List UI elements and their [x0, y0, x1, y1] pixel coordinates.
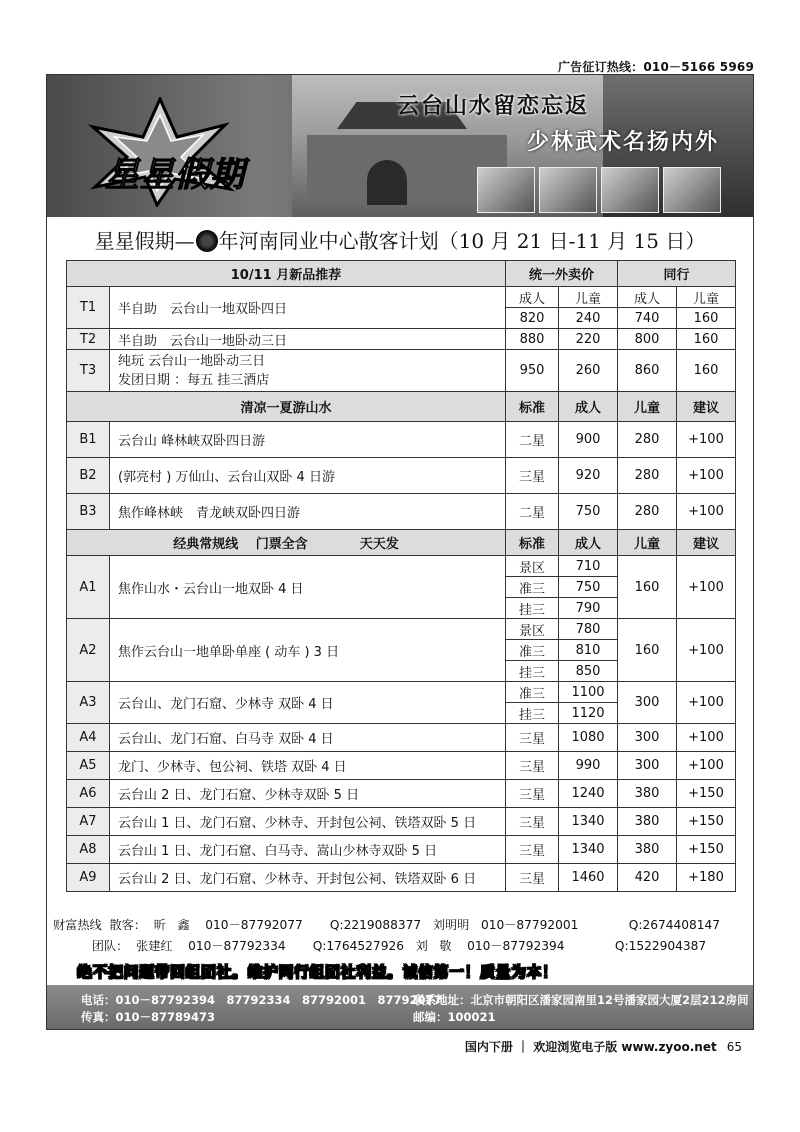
tour-code: A8: [67, 836, 110, 864]
page-frame: [46, 74, 754, 1030]
ad-hotline: 广告征订热线：010－5166 5969: [557, 60, 754, 74]
dragon-emblem-icon: [196, 230, 218, 252]
standard-cell: 二星: [506, 494, 559, 530]
table-row: [67, 752, 736, 780]
column-header: 标准: [506, 392, 559, 422]
price-cell: 920: [559, 458, 618, 494]
standard-cell: 三星: [506, 836, 559, 864]
tour-description: 焦作云台山一地单卧单座 ( 动车 ) 3 日: [110, 619, 506, 682]
photo-thumbnails: [477, 167, 721, 213]
price-cell: 900: [559, 422, 618, 458]
column-header: 儿童: [618, 392, 677, 422]
section-title: 清凉一夏游山水: [67, 392, 506, 422]
price-cell: 300: [618, 752, 677, 780]
standard-cell: 挂三: [506, 661, 559, 682]
standard-cell: 准三: [506, 682, 559, 703]
table-row: [67, 864, 736, 892]
section-header: [67, 261, 736, 287]
price-cell: 1340: [559, 836, 618, 864]
title-suffix: 年河南同业中心散客计划（10 月 21 日-11 月 15 日）: [218, 229, 706, 253]
price-cell: 160: [618, 556, 677, 619]
price-cell: 710: [559, 556, 618, 577]
price-cell: 380: [618, 780, 677, 808]
column-header: 统一外卖价: [506, 261, 618, 287]
tour-code: A7: [67, 808, 110, 836]
price-cell: 880: [506, 329, 559, 350]
footer-address: [413, 992, 749, 1026]
standard-cell: 挂三: [506, 703, 559, 724]
price-cell: 160: [677, 350, 736, 392]
column-header: 成人: [559, 530, 618, 556]
section-header: [67, 392, 736, 422]
price-cell: 850: [559, 661, 618, 682]
column-header: 儿童: [677, 287, 736, 308]
title-prefix: 星星假期—: [94, 229, 195, 253]
footer-fax: 传真：010－87789473: [81, 1010, 216, 1024]
page-title: [47, 225, 753, 254]
price-cell: +180: [677, 864, 736, 892]
table-row: [67, 422, 736, 458]
tour-code: B1: [67, 422, 110, 458]
banner-slogan-1: 云台山水留恋忘返: [397, 93, 590, 119]
price-cell: 160: [618, 619, 677, 682]
price-cell: 1340: [559, 808, 618, 836]
price-cell: +100: [677, 619, 736, 682]
price-cell: 240: [559, 308, 618, 329]
page-footer-text: 国内下册 ｜ 欢迎浏览电子版 www.zyoo.net: [464, 1040, 717, 1054]
standard-cell: 景区: [506, 556, 559, 577]
price-cell: 950: [506, 350, 559, 392]
thumbnail-photo: [477, 167, 535, 213]
price-cell: 1100: [559, 682, 618, 703]
price-cell: +150: [677, 780, 736, 808]
price-cell: 750: [559, 577, 618, 598]
standard-cell: 景区: [506, 619, 559, 640]
tour-price-table: [66, 260, 736, 892]
price-cell: 380: [618, 808, 677, 836]
standard-cell: 三星: [506, 724, 559, 752]
banner-slogan-2: 少林武术名扬内外: [527, 129, 720, 155]
column-header: 儿童: [618, 530, 677, 556]
tour-code: B3: [67, 494, 110, 530]
page-footer: [465, 1038, 742, 1055]
standard-cell: 三星: [506, 752, 559, 780]
standard-cell: 二星: [506, 422, 559, 458]
price-cell: 420: [618, 864, 677, 892]
standard-cell: 三星: [506, 458, 559, 494]
standard-cell: 挂三: [506, 598, 559, 619]
section-title: 10/11 月新品推荐: [67, 261, 506, 287]
price-cell: 300: [618, 724, 677, 752]
column-header: 成人: [506, 287, 559, 308]
footer-address-line: 联系地址：北京市朝阳区潘家园南里12号潘家园大厦2层212房间: [413, 993, 749, 1007]
footer-phone-fax: [81, 992, 442, 1026]
column-header: 成人: [559, 392, 618, 422]
price-cell: +150: [677, 808, 736, 836]
brand-logo: [65, 97, 285, 207]
column-header: 同行: [618, 261, 736, 287]
tour-code: A1: [67, 556, 110, 619]
tour-description: 云台山 1 日、龙门石窟、白马寺、嵩山少林寺双卧 5 日: [110, 836, 506, 864]
table-row: [67, 808, 736, 836]
price-cell: 800: [618, 329, 677, 350]
standard-cell: 准三: [506, 577, 559, 598]
price-cell: 1080: [559, 724, 618, 752]
tour-code: A3: [67, 682, 110, 724]
tour-code: A4: [67, 724, 110, 752]
table-row: [67, 836, 736, 864]
price-cell: +100: [677, 682, 736, 724]
price-cell: 740: [618, 308, 677, 329]
tour-description-line: 纯玩 云台山一地卧动三日: [118, 353, 266, 369]
price-cell: +150: [677, 836, 736, 864]
brand-name: 星星假期: [105, 155, 245, 195]
price-cell: 820: [506, 308, 559, 329]
standard-cell: 三星: [506, 780, 559, 808]
standard-cell: 三星: [506, 864, 559, 892]
thumbnail-photo: [539, 167, 597, 213]
tour-code: T1: [67, 287, 110, 329]
table-row: [67, 350, 736, 392]
footer-postcode: 邮编：100021: [413, 1010, 496, 1024]
price-cell: 1240: [559, 780, 618, 808]
section-header: [67, 530, 736, 556]
column-header: 成人: [618, 287, 677, 308]
tour-code: A9: [67, 864, 110, 892]
price-cell: +100: [677, 752, 736, 780]
tour-description: 云台山、龙门石窟、少林寺 双卧 4 日: [110, 682, 506, 724]
price-cell: 990: [559, 752, 618, 780]
price-cell: 280: [618, 494, 677, 530]
contact-line: 财富热线 散客： 昕 鑫 010－87792077 Q:2219088377 刘明明 010－87792001 Q:2674408147: [53, 918, 721, 932]
tour-description: (郭亮村 ) 万仙山、云台山双卧 4 日游: [110, 458, 506, 494]
price-cell: 860: [618, 350, 677, 392]
tour-description: [110, 350, 506, 392]
price-cell: 1120: [559, 703, 618, 724]
price-cell: 160: [677, 329, 736, 350]
table-row: [67, 682, 736, 703]
tour-code: A6: [67, 780, 110, 808]
standard-cell: 准三: [506, 640, 559, 661]
tour-description: 云台山、龙门石窟、白马寺 双卧 4 日: [110, 724, 506, 752]
contact-line: 团队： 张建红 010－87792334 Q:1764527926 刘 敬 010－87792394 Q:1522904387: [53, 939, 707, 953]
tour-description: 半自助 云台山一地卧动三日: [110, 329, 506, 350]
temple-gate: [367, 160, 407, 205]
contact-hotlines: [53, 915, 720, 957]
price-cell: 380: [618, 836, 677, 864]
tour-code: T2: [67, 329, 110, 350]
table-row: [67, 329, 736, 350]
price-cell: 260: [559, 350, 618, 392]
table-row: [67, 724, 736, 752]
column-header: 儿童: [559, 287, 618, 308]
tour-code: B2: [67, 458, 110, 494]
price-cell: 160: [677, 308, 736, 329]
tour-description: 云台山 1 日、龙门石窟、少林寺、开封包公祠、铁塔双卧 5 日: [110, 808, 506, 836]
price-cell: +100: [677, 458, 736, 494]
price-cell: 220: [559, 329, 618, 350]
tour-description: 焦作山水・云台山一地双卧 4 日: [110, 556, 506, 619]
price-cell: 280: [618, 422, 677, 458]
price-cell: 780: [559, 619, 618, 640]
table-row: [67, 556, 736, 577]
price-cell: +100: [677, 724, 736, 752]
table-row: [67, 619, 736, 640]
column-header: 标准: [506, 530, 559, 556]
tour-description: 半自助 云台山一地双卧四日: [110, 287, 506, 329]
price-cell: 1460: [559, 864, 618, 892]
table-row: [67, 287, 736, 308]
price-cell: 280: [618, 458, 677, 494]
tour-code: A2: [67, 619, 110, 682]
tour-code: A5: [67, 752, 110, 780]
section-title: 经典常规线 门票全含 天天发: [67, 530, 506, 556]
page-number: 65: [726, 1040, 742, 1054]
price-cell: +100: [677, 556, 736, 619]
tour-description: 云台山 2 日、龙门石窟、少林寺双卧 5 日: [110, 780, 506, 808]
price-cell: +100: [677, 494, 736, 530]
table-row: [67, 458, 736, 494]
tour-description: 云台山 2 日、龙门石窟、少林寺、开封包公祠、铁塔双卧 6 日: [110, 864, 506, 892]
tour-description: 龙门、少林寺、包公祠、铁塔 双卧 4 日: [110, 752, 506, 780]
footer-phone: 电话：010－87792394 87792334 87792001 87792077: [81, 993, 442, 1007]
price-cell: 810: [559, 640, 618, 661]
header-banner: [47, 75, 753, 217]
column-header: 建议: [677, 392, 736, 422]
departure-info: 发团日期 ：每五 挂三酒店: [118, 372, 270, 388]
price-cell: 790: [559, 598, 618, 619]
thumbnail-photo: [601, 167, 659, 213]
price-cell: 750: [559, 494, 618, 530]
tour-code: T3: [67, 350, 110, 392]
price-cell: +100: [677, 422, 736, 458]
thumbnail-photo: [663, 167, 721, 213]
standard-cell: 三星: [506, 808, 559, 836]
footer-bar: [47, 985, 753, 1029]
table-row: [67, 780, 736, 808]
quality-slogan: 绝不把问题带回组团社。维护同行组团社利益。诚信第一！质量为本！: [77, 963, 558, 981]
column-header: 建议: [677, 530, 736, 556]
table-row: [67, 494, 736, 530]
price-cell: 300: [618, 682, 677, 724]
tour-description: 焦作峰林峡 青龙峡双卧四日游: [110, 494, 506, 530]
tour-description: 云台山 峰林峡双卧四日游: [110, 422, 506, 458]
